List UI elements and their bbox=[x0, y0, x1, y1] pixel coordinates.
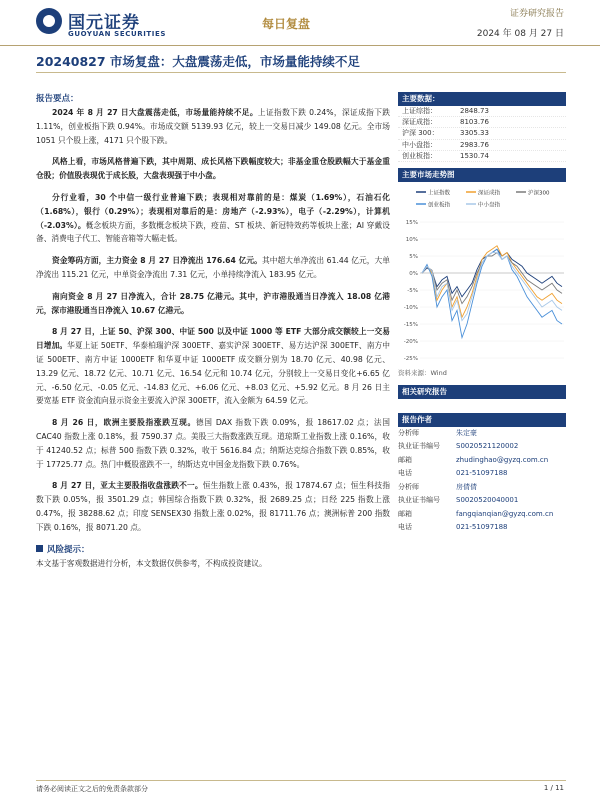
analyst-name-label: 分析师 bbox=[398, 482, 419, 491]
y-tick-label: -15% bbox=[403, 321, 418, 328]
author-row bbox=[398, 494, 566, 508]
author-email[interactable]: fangqianqian@gyzq.com.cn bbox=[456, 509, 554, 518]
risk-text: 本文基于客观数据进行分析，本文数据仅供参考，不构成投资建议。 bbox=[36, 558, 267, 568]
index-name: 沪深 300： bbox=[402, 129, 439, 138]
index-list bbox=[398, 106, 566, 162]
index-name: 中小盘指： bbox=[402, 140, 437, 149]
index-name: 创业板指： bbox=[402, 151, 437, 160]
author-email-label: 邮箱 bbox=[398, 455, 412, 464]
author-row bbox=[398, 454, 566, 468]
main-content bbox=[36, 92, 390, 570]
index-row bbox=[398, 106, 566, 117]
summary-paragraph bbox=[36, 325, 390, 408]
index-value: 2848.73 bbox=[460, 107, 489, 115]
index-name: 上证综指： bbox=[402, 107, 437, 115]
paragraph-lead: 风格上看，市场风格普遍下跌，其中周期、成长风格下跌幅度较大；非基金重仓股跌幅大于基金重仓股；价值股表现优于成长股，大盘表现强于中小盘。 bbox=[36, 157, 390, 181]
logo bbox=[36, 8, 196, 40]
index-row bbox=[398, 140, 566, 151]
title-divider bbox=[36, 72, 566, 73]
y-tick-label: -5% bbox=[407, 287, 418, 294]
author-row bbox=[398, 521, 566, 535]
paragraph-body: 概念板块方面，多数概念板块下跌，疫苗、ST 板块、新冠特效药等板块上涨；AI 穿戴设备、消费电子代工、智能音箱等大幅走低。 bbox=[36, 220, 390, 244]
paragraph-body: 上证指数下跌 0.24%，深证成指下跌 1.11%，创业板指下跌 0.94%。市场成交额 5139.93 亿元，较上一交易日减少 149.08 亿元。全市场 1051 只个股上涨，4171 只个股下跌。 bbox=[36, 108, 390, 145]
paragraph-lead: 分行业看，30 个中信一级行业普遍下跌；表现相对靠前的是：煤炭（1.69%），石油石化（1.68%），银行（0.29%）；表现相对靠后的是：房地产（-2.93%），电子（-2.29%），计算机（-2.03%）。 bbox=[36, 192, 390, 230]
sidebar bbox=[398, 92, 566, 535]
page-title: 20240827 市场复盘：大盘震荡走低，市场量能持续不足 bbox=[36, 54, 360, 69]
summary-paragraph bbox=[36, 290, 390, 318]
risk-heading-label: 风险提示： bbox=[47, 544, 90, 555]
summary-paragraph bbox=[36, 155, 390, 183]
legend-label: 沪深300 bbox=[528, 190, 550, 197]
y-tick-label: -25% bbox=[403, 355, 418, 362]
cert-number-label: 执业证书编号 bbox=[398, 442, 440, 451]
main-data-heading: 主要数据： bbox=[398, 92, 566, 106]
summary-paragraphs bbox=[36, 106, 390, 535]
summary-paragraph bbox=[36, 254, 390, 282]
legend-label: 上证指数 bbox=[428, 190, 451, 197]
legend-label: 创业板指 bbox=[428, 202, 451, 209]
author-row bbox=[398, 508, 566, 522]
summary-paragraph bbox=[36, 479, 390, 534]
legend-label: 中小盘指 bbox=[478, 202, 501, 209]
report-date: 2024 年 08 月 27 日 bbox=[476, 29, 564, 39]
analyst-name: 房倩倩 bbox=[456, 482, 477, 491]
summary-paragraph bbox=[36, 106, 390, 147]
chart-source: 资料来源：Wind bbox=[398, 368, 447, 377]
y-tick-label: -20% bbox=[403, 338, 418, 345]
y-tick-label: 0% bbox=[409, 270, 418, 277]
logo-text-en: GUOYUAN SECURITIES bbox=[68, 30, 167, 38]
paragraph-lead: 资金筹码方面，主力资金 8 月 27 日净流出 176.64 亿元。 bbox=[52, 256, 262, 266]
author-block bbox=[398, 413, 566, 535]
author-phone-label: 电话 bbox=[398, 523, 412, 532]
index-row bbox=[398, 128, 566, 139]
author-email[interactable]: zhudinghao@gyzq.com.cn bbox=[456, 455, 549, 464]
related-reports-heading: 相关研究报告 bbox=[398, 385, 566, 399]
report-category: 证券研究报告 bbox=[509, 9, 564, 19]
index-row bbox=[398, 151, 566, 162]
index-value: 1530.74 bbox=[460, 151, 489, 160]
cert-number-label: 执业证书编号 bbox=[398, 496, 440, 505]
index-value: 3305.33 bbox=[460, 129, 489, 138]
series-line bbox=[422, 253, 562, 321]
author-row bbox=[398, 427, 566, 441]
author-row bbox=[398, 467, 566, 481]
y-tick-label: 15% bbox=[405, 219, 418, 226]
series-line bbox=[422, 249, 562, 337]
trend-chart bbox=[398, 182, 566, 362]
index-value: 2983.76 bbox=[460, 140, 489, 149]
paragraph-body: 德国 DAX 指数下跌 0.09%，报 18617.02 点；法国 CAC40 指数上涨 0.18%，报 7590.37 点。美股三大指数涨跌互现。道琼斯工业指数上涨 0.16%，收于 41240.52 点；标普 500 指数下跌 0.32%，收于 5616.84 点；纳斯达克综合指数下跌 0.85%，收于 17725.77 点。热门中概股涨跌不一，纳斯达克中国金龙指数下跌 0.76%。 bbox=[36, 418, 390, 469]
author-row bbox=[398, 481, 566, 495]
paragraph-lead: 南向资金 8 月 27 日净流入，合计 28.75 亿港元。其中，沪市港股通当日净流入 18.08 亿港元，深市港股通当日净流入 10.67 亿港元。 bbox=[36, 291, 390, 315]
trend-chart-section bbox=[398, 168, 566, 377]
author-email-label: 邮箱 bbox=[398, 509, 412, 518]
y-tick-label: 5% bbox=[409, 253, 418, 260]
y-tick-label: 10% bbox=[405, 236, 418, 243]
paragraph-lead: 8 月 26 日，欧洲主要股指涨跌互现。 bbox=[52, 418, 196, 428]
cert-number: S0020521120002 bbox=[456, 442, 519, 451]
author-list bbox=[398, 427, 566, 535]
analyst-name: 朱定豪 bbox=[456, 428, 477, 437]
paragraph-body: 恒生指数上涨 0.43%，报 17874.67 点；恒生科技指数下跌 0.05%，报 3501.29 点；韩国综合指数下跌 0.32%，报 2689.25 点；日经 225 指数上涨 0.47%，报 38288.62 点；印度 SENSEX30 指数上涨 0.02%，报 81711.76 点；澳洲标普 200 指数下跌 0.16%，报 8071.20 点。 bbox=[36, 481, 391, 532]
author-row bbox=[398, 440, 566, 454]
analyst-name-label: 分析师 bbox=[398, 428, 419, 437]
square-bullet-icon bbox=[36, 545, 43, 552]
page-header bbox=[0, 0, 600, 46]
index-value: 8103.76 bbox=[460, 118, 489, 127]
risk-heading bbox=[36, 543, 390, 557]
page-number: 1 / 11 bbox=[543, 784, 564, 792]
index-name: 深证成指： bbox=[402, 118, 437, 127]
legend-label: 深证成指 bbox=[478, 190, 501, 197]
paragraph-lead: 8 月 27 日，亚太主要股指收盘涨跌不一。 bbox=[52, 481, 203, 491]
index-row bbox=[398, 117, 566, 128]
paragraph-lead: 8 月 27 日，上证 50、沪深 300、中证 500 以及中证 1000 等 ETF 大部分成交额较上一交易日增加。 bbox=[36, 327, 390, 351]
footer-disclaimer: 请务必阅读正文之后的免责条款部分 bbox=[36, 785, 148, 793]
summary-paragraph bbox=[36, 416, 390, 471]
author-phone-label: 电话 bbox=[398, 469, 412, 478]
logo-icon bbox=[36, 8, 62, 34]
y-tick-label: -10% bbox=[403, 304, 418, 311]
author-phone: 021-51097188 bbox=[456, 523, 508, 532]
author-heading: 报告作者 bbox=[398, 413, 566, 427]
paragraph-body: 其中超大单净流出 61.44 亿元，大单净流出 115.21 亿元，中单资金净流出 7.31 亿元，小单持续净流入 183.95 亿元。 bbox=[36, 256, 390, 279]
series-line bbox=[422, 246, 562, 317]
author-phone: 021-51097188 bbox=[456, 469, 508, 478]
cert-number: S0020520040001 bbox=[456, 496, 519, 505]
summary-paragraph bbox=[36, 191, 390, 246]
summary-heading: 报告要点： bbox=[36, 94, 79, 104]
report-type: 每日复盘 bbox=[262, 17, 311, 31]
logo-text-cn: 国元证券 bbox=[68, 13, 140, 33]
paragraph-lead: 2024 年 8 月 27 日大盘震荡走低，市场量能持续不足。 bbox=[52, 108, 258, 117]
trend-chart-heading: 主要市场走势图 bbox=[398, 168, 566, 182]
footer-divider bbox=[36, 780, 566, 781]
paragraph-body: 华夏上证 50ETF、华泰柏瑞沪深 300ETF、嘉实沪深 300ETF、易方达沪深 300ETF、南方中证 500ETF、南方中证 1000ETF 和华夏中证 1000ETF 成交额分别为 18.70 亿元、40.98 亿元、13.29 亿元、18.72 亿元、10.71 亿元、16.54 亿元和 10.74 亿元，分别较上一交易日变化+6.65 亿元、-6.50 亿元、-0.05 亿元、-14.83 亿元、+6.06 亿元、+8.03 亿元、+5.92 亿元。8 月 26 日主要宽基 ETF 资金流向显示资金主要流入沪深 300ETF，流入金额为 64.59 亿元。 bbox=[36, 341, 390, 406]
